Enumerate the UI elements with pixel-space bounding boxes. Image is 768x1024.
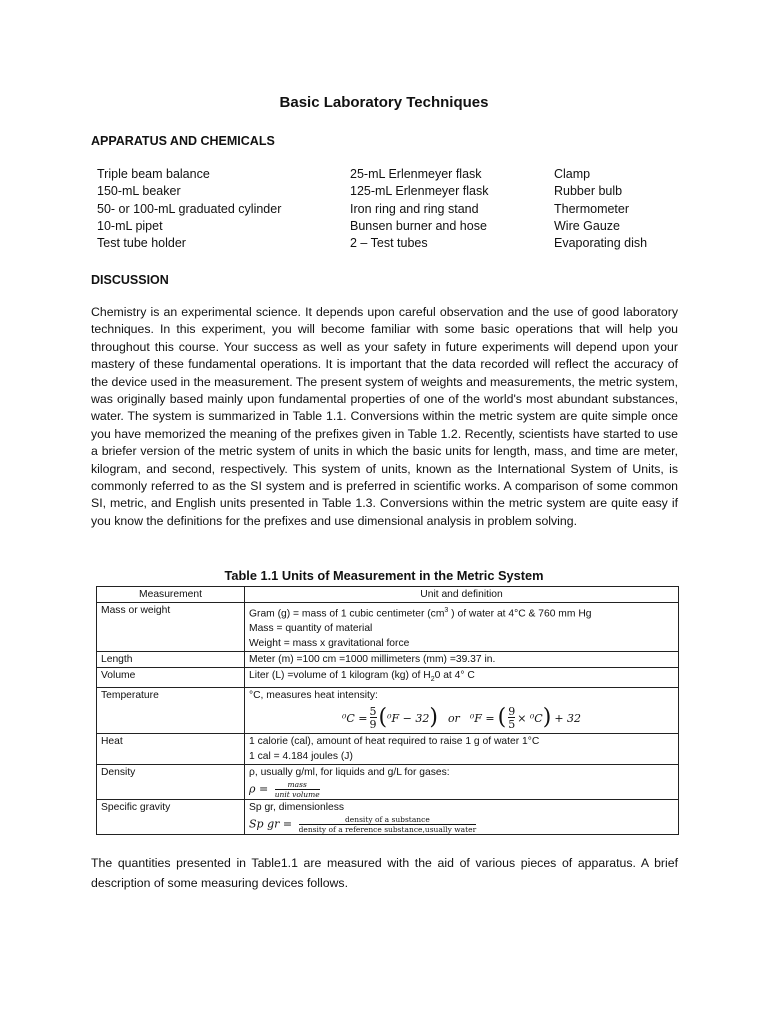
units-table	[96, 586, 679, 835]
table-row	[97, 688, 679, 734]
row-definition	[245, 603, 679, 652]
apparatus-item: 150-mL beaker	[97, 184, 181, 199]
apparatus-item: Bunsen burner and hose	[350, 218, 487, 233]
apparatus-item: Iron ring and ring stand	[350, 201, 479, 216]
apparatus-item: Rubber bulb	[554, 184, 623, 199]
mass-line-2: Mass = quantity of material	[249, 623, 373, 635]
apparatus-item: Clamp	[554, 167, 591, 181]
apparatus-item: 50- or 100-mL graduated cylinder	[97, 201, 282, 216]
table-header-row	[97, 587, 679, 603]
density-formula: ρ = $\frac{\text{mass}}{\text{unit volume}}$	[249, 780, 320, 800]
row-definition: Liter (L) =volume of 1 kilogram (kg) of $H_20$ at 4° C	[245, 668, 679, 688]
row-label: Mass or weight	[97, 603, 245, 652]
apparatus-column-1	[97, 166, 281, 252]
discussion-paragraph: Chemistry is an experimental science. It depends upon careful observation and the use of good laboratory techniques. In this experiment, you will become familiar with some basic operations that will help you throughout this course. Your success as well as your safety in future experiments will depend upon your mastery of these fundamental operations. It is important that the data recorded will reflect the accuracy of the device used in the measurement. The present system of weights and measurements, the metric system, was originally based mainly upon fundamental properties of one of the world's most abundant substances, water. The system is summarized in Table 1.1. Conversions within the metric system are quite simple once you have memorized the meaning of the prefixes given in Table 1.2. Recently, scientists have started to use a briefer version of the metric system of units in which the basic units for length, mass, and time are meter, kilogram, and second, respectively. This system of units, known as the International System of Units, is commonly referred to as the SI system and is preferred in scientific works. A comparison of some common SI, metric, and English units presented in Table 1.3. Conversions within the metric system are quite easy if you know the definitions for the prefixes and use dimensional analysis in problem solving.	[91, 305, 678, 528]
row-definition	[245, 688, 679, 734]
apparatus-item: 25-mL Erlenmeyer flask	[350, 167, 482, 181]
row-label: Density	[97, 765, 245, 800]
table-row	[97, 734, 679, 765]
table-row	[97, 652, 679, 668]
heat-line-1: 1 calorie (cal), amount of heat required to raise 1 g of water 1°C	[249, 736, 540, 748]
apparatus-column-2	[350, 166, 488, 252]
density-text: ρ, usually g/ml, for liquids and g/L for gases:	[249, 767, 450, 779]
apparatus-item: Triple beam balance	[97, 167, 210, 181]
apparatus-item: Thermometer	[554, 201, 630, 216]
mass-line-3: Weight = mass x gravitational force	[249, 638, 410, 650]
row-definition	[245, 800, 679, 835]
row-label: Temperature	[97, 688, 245, 734]
table-caption: Table 1.1 Units of Measurement in the Metric System	[224, 568, 544, 583]
temperature-text: °C, measures heat intensity:	[249, 690, 378, 702]
row-label: Specific gravity	[97, 800, 245, 835]
apparatus-heading: APPARATUS AND CHEMICALS	[91, 134, 275, 148]
table-row	[97, 668, 679, 688]
apparatus-column-3	[554, 166, 647, 252]
discussion-heading: DISCUSSION	[91, 273, 169, 287]
table-row	[97, 765, 679, 800]
row-label: Heat	[97, 734, 245, 765]
apparatus-item: Test tube holder	[97, 236, 186, 251]
apparatus-item: Wire Gauze	[554, 218, 620, 233]
heat-line-2: 1 cal = 4.184 joules (J)	[249, 751, 353, 763]
apparatus-item: 10-mL pipet	[97, 218, 163, 233]
apparatus-item: 125-mL Erlenmeyer flask	[350, 184, 489, 199]
column-header-unit: Unit and definition	[245, 587, 679, 603]
page-title: Basic Laboratory Techniques	[279, 94, 489, 111]
row-label: Length	[97, 652, 245, 668]
table-row	[97, 603, 679, 652]
closing-paragraph: The quantities presented in Table1.1 are measured with the aid of various pieces of apparatus. A brief description of some measuring devices follows.	[91, 856, 678, 890]
table-row	[97, 800, 679, 835]
row-definition	[245, 765, 679, 800]
specific-gravity-text: Sp gr, dimensionless	[249, 802, 345, 814]
apparatus-item: Evaporating dish	[554, 236, 648, 251]
row-definition: Meter (m) =100 cm =1000 millimeters (mm) =39.37 in.	[245, 652, 679, 668]
apparatus-item: 2 – Test tubes	[350, 236, 428, 251]
specific-gravity-formula: Sp gr = $\frac{\text{density of a substance}}{\text{density of a reference substance,usually water}}$	[249, 815, 477, 835]
row-label: Volume	[97, 668, 245, 688]
row-definition	[245, 734, 679, 765]
temperature-formula: ⁰C = $\frac{5}{9}$ ( ⁰F − 32 ) or ⁰F = ( $\frac{9}{5}$ × ⁰C ) + 32	[341, 705, 582, 732]
column-header-measurement: Measurement	[97, 587, 245, 603]
mass-line-1: Gram (g) = mass of 1 cubic centimeter ($cm^3$ ) of water at 4°C & 760 mm Hg	[249, 607, 592, 620]
